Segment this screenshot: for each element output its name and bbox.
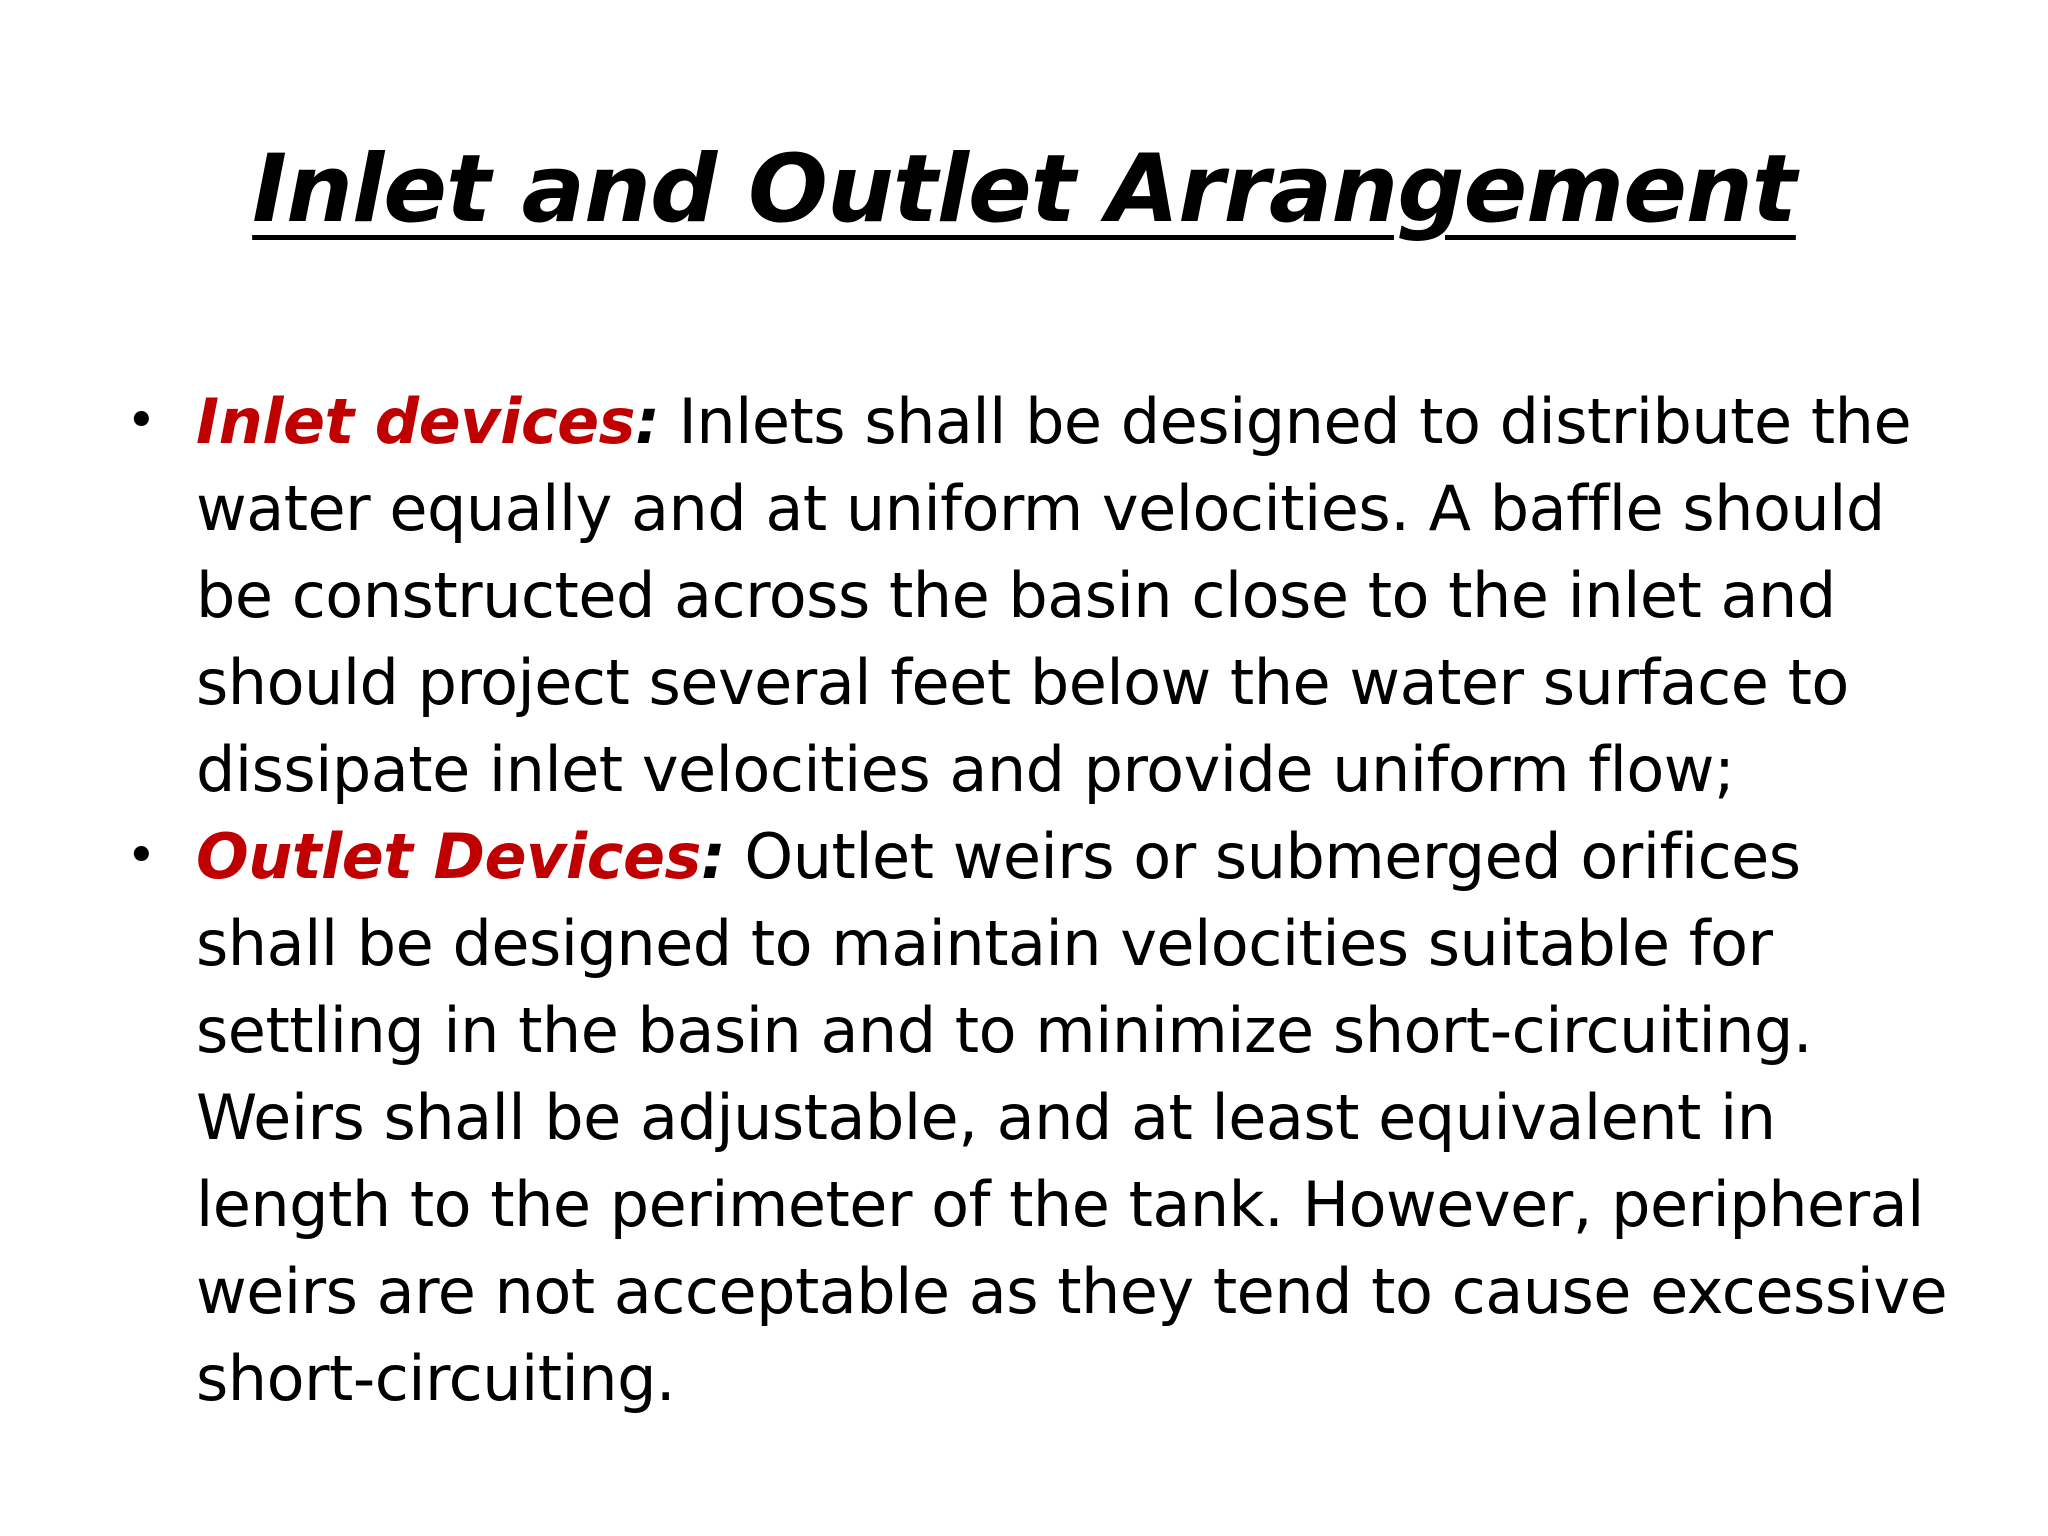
bullet-colon: : <box>635 385 660 458</box>
bullet-item-outlet-devices <box>126 813 1956 1422</box>
bullet-text: Inlets shall be designed to distribute the water equally and at uniform velocities. A baffle should be constructed across the basin close to the inlet and should project several feet below the water surface to dissipate inlet velocities and provide uniform flow; <box>196 385 1912 806</box>
bullet-term: Inlet devices <box>196 385 636 458</box>
slide-title: Inlet and Outlet Arrangement <box>252 135 1796 244</box>
bullet-list <box>126 378 1956 1422</box>
bullet-item-inlet-devices <box>126 378 1956 813</box>
bullet-icon: • <box>126 391 157 451</box>
bullet-colon: : <box>700 820 726 893</box>
bullet-term: Outlet Devices <box>196 820 701 893</box>
bullet-icon: • <box>126 826 157 886</box>
bullet-text: Outlet weirs or submerged orifices shall be designed to maintain velocities suitable for settling in the basin and to minimize short-circuiting. Weirs shall be adjustable, and at least equivalent in length to the perimeter of the tank. However, peripheral weirs are not acceptable as they tend to cause excessive short-circuiting. <box>196 820 1948 1415</box>
